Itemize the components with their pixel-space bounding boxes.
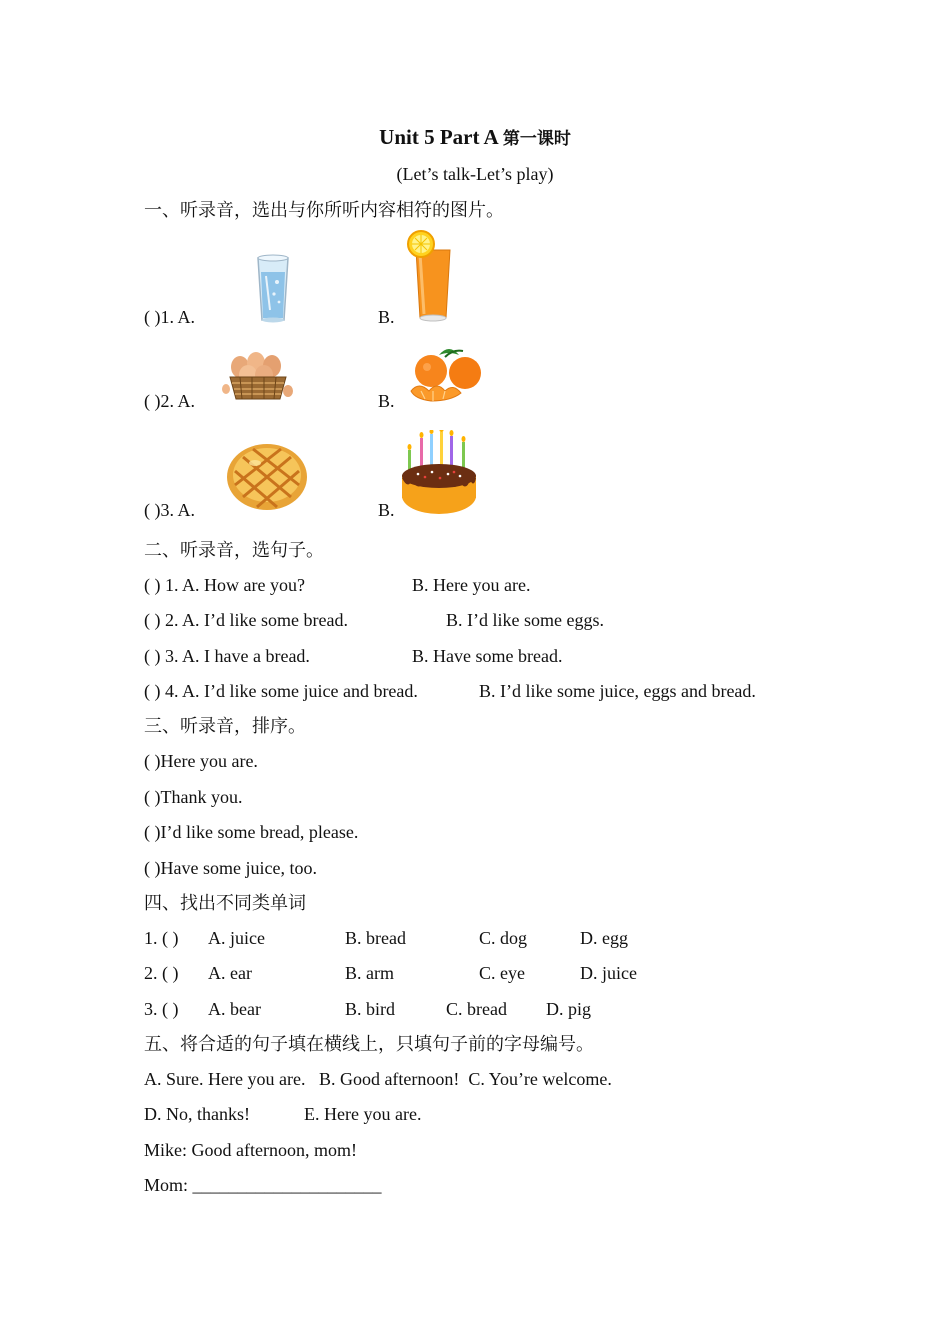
title-english: Unit 5 Part A [379, 125, 503, 149]
section3-heading: 三、听录音，排序。 [144, 716, 306, 736]
dialog-text: Good afternoon, mom! [191, 1140, 357, 1160]
s4-q1-a: A. juice [208, 928, 265, 948]
s3-item-3: ( )I’d like some bread, please. [144, 822, 359, 842]
s3-item-2: ( )Thank you. [144, 787, 243, 807]
page-title [0, 126, 950, 150]
section4-heading: 四、找出不同类单词 [144, 893, 306, 913]
s1-q2-b-label: B. [378, 391, 395, 411]
s1-q3-a-label: ( )3. A. [144, 500, 195, 520]
s5-options-line2-b: E. Here you are. [304, 1104, 422, 1124]
page-subtitle: (Let’s talk-Let’s play) [396, 164, 554, 184]
s4-q2-b: B. arm [345, 963, 394, 983]
answer-blank[interactable]: _____________________ [192, 1175, 382, 1195]
section5-heading: 五、将合适的句子填在横线上，只填句子前的字母编号。 [144, 1034, 594, 1054]
dialog-speaker: Mom: [144, 1175, 189, 1195]
dialog-line-2 [144, 1174, 382, 1196]
water-glass-image [252, 250, 294, 324]
s4-q3-a: A. bear [208, 999, 261, 1019]
s2-q2-a: ( ) 2. A. I’d like some bread. [144, 610, 348, 630]
s2-q4-a: ( ) 4. A. I’d like some juice and bread. [144, 681, 418, 701]
s4-q3-b: B. bird [345, 999, 396, 1019]
s4-q2-a: A. ear [208, 963, 252, 983]
s1-q2-a-label: ( )2. A. [144, 391, 195, 411]
orange-juice-image [402, 230, 460, 324]
s4-q3-d: D. pig [546, 999, 591, 1019]
s4-q2-num: 2. ( ) [144, 963, 179, 983]
s2-q2-b: B. I’d like some eggs. [446, 610, 604, 630]
s2-q3-a: ( ) 3. A. I have a bread. [144, 646, 310, 666]
section1-heading: 一、听录音，选出与你所听内容相符的图片。 [144, 200, 504, 220]
s4-q1-num: 1. ( ) [144, 928, 179, 948]
s2-q1-a: ( ) 1. A. How are you? [144, 575, 305, 595]
s2-q4-b: B. I’d like some juice, eggs and bread. [479, 681, 756, 701]
s4-q1-c: C. dog [479, 928, 528, 948]
title-chinese: 第一课时 [502, 129, 571, 149]
s5-options-line2-a: D. No, thanks! [144, 1104, 250, 1124]
s3-item-4: ( )Have some juice, too. [144, 858, 317, 878]
s4-q3-num: 3. ( ) [144, 999, 179, 1019]
dialog-speaker: Mike: [144, 1140, 187, 1160]
bread-image [225, 441, 309, 513]
section2-heading: 二、听录音，选句子。 [144, 540, 324, 560]
eggs-basket-image [222, 349, 294, 405]
s1-q1-b-label: B. [378, 307, 395, 327]
s4-q2-d: D. juice [580, 963, 637, 983]
s2-q3-b: B. Have some bread. [412, 646, 563, 666]
s1-q3-b-label: B. [378, 500, 395, 520]
birthday-cake-image [400, 430, 480, 518]
s5-options-line1: A. Sure. Here you are. B. Good afternoon! C. You’re welcome. [144, 1069, 612, 1089]
s4-q1-d: D. egg [580, 928, 628, 948]
s4-q3-c: C. bread [446, 999, 507, 1019]
dialog-line-1 [144, 1139, 357, 1161]
s4-q2-c: C. eye [479, 963, 525, 983]
s4-q1-b: B. bread [345, 928, 406, 948]
oranges-image [403, 345, 493, 405]
s2-q1-b: B. Here you are. [412, 575, 531, 595]
s1-q1-a-label: ( )1. A. [144, 307, 195, 327]
s3-item-1: ( )Here you are. [144, 751, 258, 771]
